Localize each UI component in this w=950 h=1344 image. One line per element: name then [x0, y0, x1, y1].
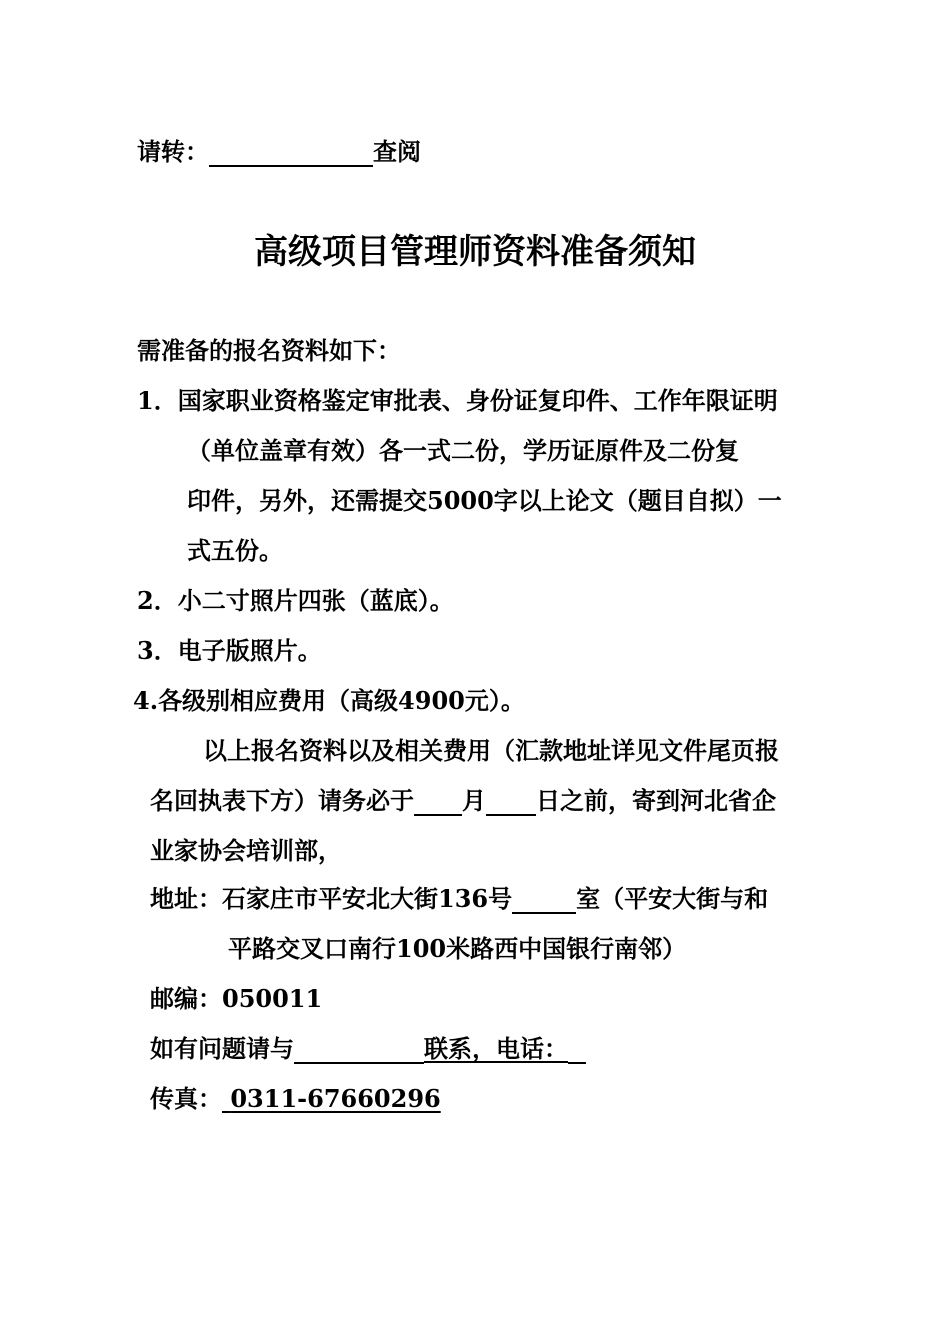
phone-blank: [568, 1036, 586, 1064]
notice-line-2: [150, 786, 776, 816]
list-item-4: [133, 686, 525, 716]
forward-suffix: 查阅: [373, 137, 421, 166]
contact-line: [150, 1034, 586, 1064]
fax-line: [150, 1084, 441, 1114]
room-blank: [512, 886, 576, 914]
forward-to-line: [137, 137, 421, 167]
document-title: 高级项目管理师资料准备须知: [254, 232, 696, 272]
notice-month: 月: [462, 786, 486, 815]
notice-line-1: 以上报名资料以及相关费用（汇款地址详见文件尾页报: [203, 736, 779, 765]
list-item-1-line-4: 式五份。: [187, 536, 283, 565]
postcode: 邮编：050011: [150, 984, 323, 1013]
forward-blank: [209, 139, 373, 167]
notice-text: 日之前，寄到河北省企: [536, 786, 776, 815]
day-blank: [486, 788, 536, 816]
list-item-2: [137, 586, 454, 616]
item-text: 小二寸照片四张（蓝底）。: [177, 586, 454, 615]
contact-person-blank: [294, 1036, 424, 1064]
list-item-3: [137, 636, 322, 666]
forward-prefix: 请转：: [137, 137, 209, 166]
list-item-1: [137, 386, 778, 416]
address-text: 地址：石家庄市平安北大街136号: [150, 884, 513, 913]
contact-text: 如有问题请与: [150, 1034, 294, 1063]
item-number: 3．: [137, 636, 178, 665]
address-line-1: [150, 884, 768, 914]
month-blank: [414, 788, 462, 816]
fax-number: 0311-67660296: [230, 1084, 441, 1113]
item-text: 电子版照片。: [177, 636, 322, 665]
item-number: 1．: [137, 386, 178, 415]
address-line-2: 平路交叉口南行100米路西中国银行南邻）: [228, 934, 687, 963]
address-text: 室（平安大街与和: [576, 884, 769, 913]
contact-phone-label: 联系，电话：: [424, 1034, 568, 1063]
intro-text: 需准备的报名资料如下：: [137, 336, 401, 365]
list-item-1-line-2: （单位盖章有效）各一式二份，学历证原件及二份复: [187, 436, 739, 465]
item-number: 2．: [137, 586, 178, 615]
item-text: 各级别相应费用（高级4900元）。: [158, 686, 525, 715]
notice-text: 名回执表下方）请务必于: [150, 786, 414, 815]
notice-line-3: 业家协会培训部，: [150, 836, 342, 865]
item-text: 国家职业资格鉴定审批表、身份证复印件、工作年限证明: [177, 386, 778, 415]
list-item-1-line-3: 印件，另外，还需提交5000字以上论文（题目自拟）一: [187, 486, 782, 515]
item-number: 4.: [133, 686, 159, 715]
fax-label: 传真：: [150, 1084, 222, 1113]
